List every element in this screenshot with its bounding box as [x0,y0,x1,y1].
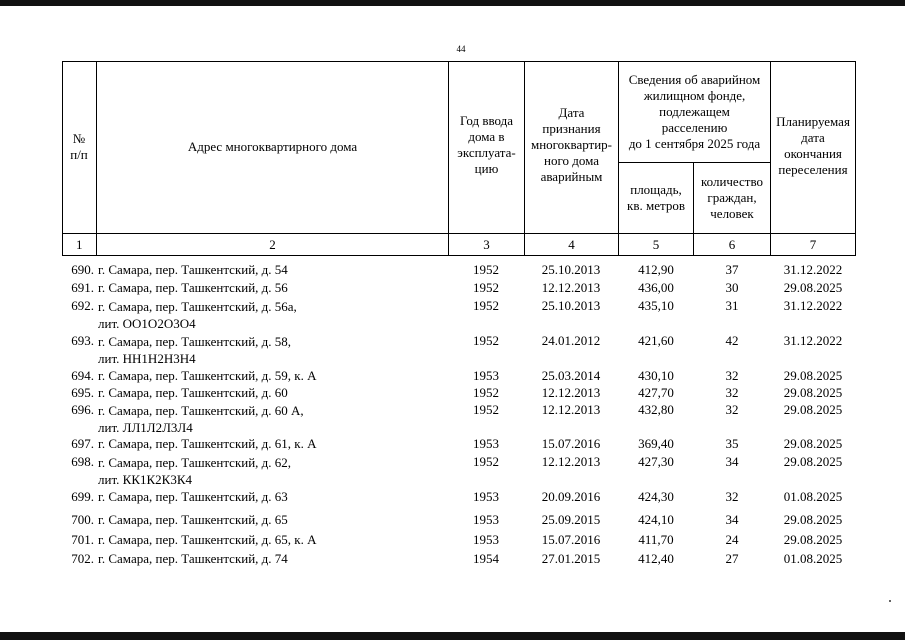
row-address: г. Самара, пер. Ташкентский, д. 60 А, лит. ЛЛ1Л2Л3Л4 [98,403,304,435]
row-number: 699. [71,489,94,504]
row-area: 424,10 [638,512,674,527]
row-year: 1952 [473,280,499,295]
row-date: 12.12.2013 [541,280,601,295]
row-area: 421,60 [638,333,674,348]
row-planned: 29.08.2025 [783,280,843,295]
col-line-7 [855,61,856,256]
row-area: 411,70 [638,532,674,547]
row-date: 20.09.2016 [541,489,601,504]
row-address: г. Самара, пер. Ташкентский, д. 54 [98,262,288,277]
row-area: 435,10 [638,298,674,313]
column-number: 6 [728,236,736,252]
row-planned: 31.12.2022 [783,298,843,313]
scan-border-bottom [0,632,905,640]
column-number: 7 [809,236,817,252]
row-address: г. Самара, пер. Ташкентский, д. 61, к. А [98,436,317,451]
row-area: 427,70 [638,385,674,400]
row-area: 430,10 [638,368,674,383]
row-planned: 29.08.2025 [783,454,843,469]
row-area: 427,30 [638,454,674,469]
row-address: г. Самара, пер. Ташкентский, д. 65, к. А [98,532,317,547]
row-year: 1954 [473,551,499,566]
header-year: Год ввода дома в эксплуата- цию [457,113,516,176]
row-date: 12.12.2013 [541,385,601,400]
row-number: 701. [71,532,94,547]
row-number: 695. [71,385,94,400]
row-area: 436,00 [638,280,674,295]
row-area: 369,40 [638,436,674,451]
row-people: 31 [725,298,739,313]
header-planned: Планируемая дата окончания переселения [776,114,850,177]
row-date: 15.07.2016 [541,436,601,451]
row-people: 32 [725,385,739,400]
row-planned: 01.08.2025 [783,489,843,504]
row-planned: 31.12.2022 [783,333,843,348]
row-number: 690. [71,262,94,277]
row-date: 27.01.2015 [541,551,601,566]
row-planned: 29.08.2025 [783,532,843,547]
row-planned: 29.08.2025 [783,436,843,451]
column-number: 3 [483,236,490,252]
column-number: 5 [652,236,660,252]
row-people: 32 [725,489,739,504]
row-number: 692. [71,298,94,313]
row-date: 25.10.2013 [541,298,601,313]
row-planned: 29.08.2025 [783,385,843,400]
row-people: 32 [725,368,739,383]
row-people: 34 [725,454,739,469]
row-area: 412,90 [638,262,674,277]
row-people: 35 [725,436,739,451]
row-area: 412,40 [638,551,674,566]
row-year: 1953 [473,532,499,547]
row-address: г. Самара, пер. Ташкентский, д. 56 [98,280,288,295]
scan-speck [889,600,891,602]
header-border-bottom [62,255,856,256]
row-date: 15.07.2016 [541,532,601,547]
header-date: Дата признания многоквартир- ного дома аварийным [530,105,613,184]
header-area: площадь, кв. метров [627,182,685,213]
header-no: № п/п [70,131,88,162]
row-date: 12.12.2013 [541,402,601,417]
header-people: количество граждан, человек [700,174,764,221]
row-people: 34 [725,512,739,527]
row-number: 696. [71,402,94,417]
row-planned: 31.12.2022 [783,262,843,277]
row-year: 1952 [473,454,499,469]
row-area: 424,30 [638,489,674,504]
column-number: 4 [568,236,575,252]
row-planned: 29.08.2025 [783,402,843,417]
header-info: Сведения об аварийном жилищном фонде, подлежащем расселению до 1 сентября 2025 года [628,71,761,151]
row-year: 1952 [473,402,499,417]
scan-border-top [0,0,905,6]
row-people: 30 [725,280,739,295]
row-number: 693. [71,333,94,348]
row-people: 37 [725,262,739,277]
row-date: 12.12.2013 [541,454,601,469]
row-number: 697. [71,436,94,451]
row-number: 694. [71,368,94,383]
row-address: г. Самара, пер. Ташкентский, д. 65 [98,512,288,527]
column-number: 1 [76,236,83,252]
row-address: г. Самара, пер. Ташкентский, д. 56а, лит. ОО1О2О3О4 [98,299,297,331]
row-date: 25.03.2014 [541,368,601,383]
row-area: 432,80 [638,402,674,417]
row-number: 702. [71,551,94,566]
row-year: 1952 [473,333,499,348]
column-number: 2 [269,236,276,252]
row-planned: 29.08.2025 [783,512,843,527]
row-date: 25.09.2015 [541,512,601,527]
row-address: г. Самара, пер. Ташкентский, д. 59, к. А [98,368,317,383]
row-planned: 01.08.2025 [783,551,843,566]
row-people: 32 [725,402,739,417]
row-people: 27 [725,551,739,566]
row-year: 1952 [473,262,499,277]
row-year: 1952 [473,298,499,313]
row-planned: 29.08.2025 [783,368,843,383]
row-year: 1953 [473,368,499,383]
row-year: 1953 [473,489,499,504]
row-address: г. Самара, пер. Ташкентский, д. 62, лит. КК1К2К3К4 [98,455,292,487]
row-address: г. Самара, пер. Ташкентский, д. 58, лит. НН1Н2Н3Н4 [98,334,292,366]
row-address: г. Самара, пер. Ташкентский, д. 60 [98,385,288,400]
row-address: г. Самара, пер. Ташкентский, д. 74 [98,551,288,566]
row-people: 42 [725,333,739,348]
row-date: 24.01.2012 [541,333,601,348]
row-number: 691. [71,280,94,295]
row-people: 24 [725,532,739,547]
row-year: 1953 [473,436,499,451]
row-address: г. Самара, пер. Ташкентский, д. 63 [98,489,288,504]
header-address: Адрес многоквартирного дома [187,139,358,154]
table-header [62,61,856,256]
row-number: 700. [71,512,94,527]
row-number: 698. [71,454,94,469]
page-number: 44 [456,44,466,54]
row-year: 1952 [473,385,499,400]
row-year: 1953 [473,512,499,527]
row-date: 25.10.2013 [541,262,601,277]
